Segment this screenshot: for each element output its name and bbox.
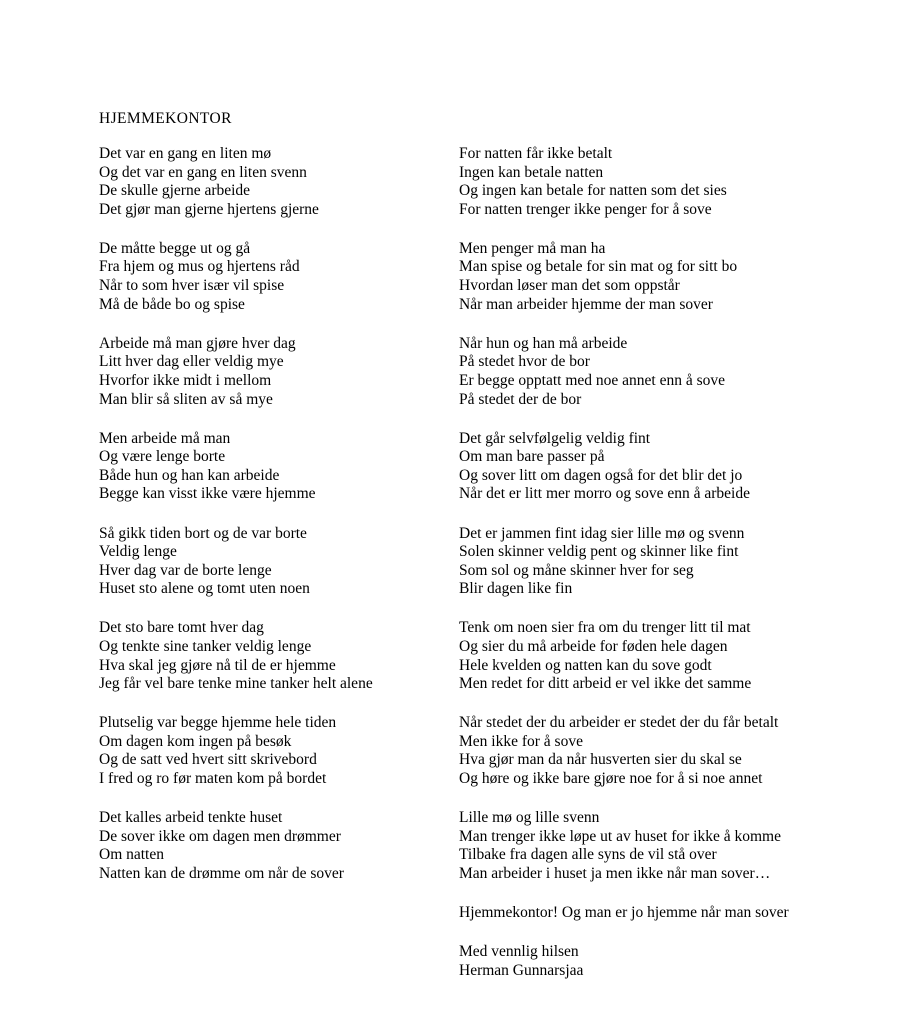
- poem-line: Tenk om noen sier fra om du trenger litt til mat: [459, 619, 751, 637]
- stanza: [459, 240, 879, 314]
- poem-line: Jeg får vel bare tenke mine tanker helt alene: [99, 675, 373, 693]
- poem-line: Begge kan visst ikke være hjemme: [99, 485, 316, 503]
- poem-line: Det kalles arbeid tenkte huset: [99, 809, 283, 827]
- poem-line: På stedet der de bor: [459, 390, 582, 408]
- poem-line: Så gikk tiden bort og de var borte: [99, 524, 307, 542]
- poem-line: Og ingen kan betale for natten som det sies: [459, 182, 727, 200]
- poem-line: Hver dag var de borte lenge: [99, 561, 272, 579]
- poem-line: Når stedet der du arbeider er stedet der du får betalt: [459, 714, 779, 732]
- poem-line: Tilbake fra dagen alle syns de vil stå over: [459, 846, 717, 864]
- poem-line: Og det var en gang en liten svenn: [99, 163, 307, 181]
- poem-line: Men penger må man ha: [459, 239, 606, 257]
- poem-line: Men ikke for å sove: [459, 732, 583, 750]
- poem-line: Og være lenge borte: [99, 448, 226, 466]
- poem-line: Solen skinner veldig pent og skinner like fint: [459, 543, 739, 561]
- poem-line: Blir dagen like fin: [459, 580, 573, 598]
- poem-line: Hvorfor ikke midt i mellom: [99, 371, 272, 389]
- poem-line: Når man arbeider hjemme der man sover: [459, 295, 713, 313]
- poem-line: Huset sto alene og tomt uten noen: [99, 580, 310, 598]
- stanza: [99, 145, 449, 219]
- poem-line: Når det er litt mer morro og sove enn å arbeide: [459, 485, 750, 503]
- stanza: [459, 714, 879, 788]
- poem-line: Hvordan løser man det som oppstår: [459, 277, 680, 295]
- poem-line: Og sover litt om dagen også for det blir det jo: [459, 466, 743, 484]
- stanza: [459, 619, 879, 693]
- poem-line: Hjemmekontor! Og man er jo hjemme når man sover: [459, 904, 789, 921]
- poem-line: Det gjør man gjerne hjertens gjerne: [99, 200, 319, 218]
- stanza: [459, 430, 879, 504]
- poem-line: Hele kvelden og natten kan du sove godt: [459, 656, 712, 674]
- page-title: HJEMMEKONTOR: [99, 110, 232, 127]
- poem-line: For natten trenger ikke penger for å sove: [459, 200, 712, 218]
- stanza: [99, 335, 449, 409]
- poem-line: De skulle gjerne arbeide: [99, 182, 251, 200]
- right-column: [459, 145, 879, 1001]
- poem-line: Når to som hver især vil spise: [99, 277, 285, 295]
- poem-line: De sover ikke om dagen men drømmer: [99, 827, 341, 845]
- poem-line: Og tenkte sine tanker veldig lenge: [99, 637, 312, 655]
- poem-line: Man blir så sliten av så mye: [99, 390, 273, 408]
- poem-line: Hva skal jeg gjøre nå til de er hjemme: [99, 656, 336, 674]
- poem-line: Om natten: [99, 846, 164, 864]
- stanza-closing-exclamation: [459, 904, 879, 923]
- poem-line: Og sier du må arbeide for føden hele dagen: [459, 637, 728, 655]
- stanza: [99, 240, 449, 314]
- stanza: [99, 525, 449, 599]
- poem-line: Både hun og han kan arbeide: [99, 466, 280, 484]
- signature-block: [459, 943, 879, 980]
- poem-line: Det går selvfølgelig veldig fint: [459, 429, 651, 447]
- poem-line: Som sol og måne skinner hver for seg: [459, 561, 694, 579]
- poem-line: Lille mø og lille svenn: [459, 809, 600, 827]
- stanza: [99, 714, 449, 788]
- poem-line: Det er jammen fint idag sier lille mø og svenn: [459, 524, 745, 542]
- poem-line: Når hun og han må arbeide: [459, 334, 628, 352]
- poem-line: Fra hjem og mus og hjertens råd: [99, 258, 300, 276]
- poem-line: Og høre og ikke bare gjøre noe for å si noe annet: [459, 770, 763, 788]
- poem-line: Hva gjør man da når husverten sier du skal se: [459, 751, 742, 769]
- poem-line: Er begge opptatt med noe annet enn å sove: [459, 371, 725, 389]
- poem-line: På stedet hvor de bor: [459, 353, 590, 371]
- poem-line: For natten får ikke betalt: [459, 145, 613, 162]
- author-name: Herman Gunnarsjaa: [459, 961, 584, 979]
- stanza: [99, 809, 449, 883]
- poem-line: Men redet for ditt arbeid er vel ikke det samme: [459, 675, 752, 693]
- poem-line: I fred og ro før maten kom på bordet: [99, 770, 327, 788]
- left-column: [99, 145, 449, 904]
- stanza: [99, 619, 449, 693]
- poem-line: Litt hver dag eller veldig mye: [99, 353, 284, 371]
- stanza: [459, 335, 879, 409]
- stanza: [459, 809, 879, 883]
- poem-line: Plutselig var begge hjemme hele tiden: [99, 714, 337, 732]
- poem-line: Man arbeider i huset ja men ikke når man sover…: [459, 864, 771, 882]
- poem-line: Og de satt ved hvert sitt skrivebord: [99, 751, 317, 769]
- poem-line: Man spise og betale for sin mat og for sitt bo: [459, 258, 738, 276]
- signoff-line: Med vennlig hilsen: [459, 943, 579, 961]
- poem-line: Det var en gang en liten mø: [99, 145, 272, 162]
- poem-line: Ingen kan betale natten: [459, 163, 604, 181]
- poem-line: De måtte begge ut og gå: [99, 239, 251, 257]
- poem-line: Natten kan de drømme om når de sover: [99, 864, 344, 882]
- poem-line: Veldig lenge: [99, 543, 177, 561]
- poem-line: Men arbeide må man: [99, 429, 231, 447]
- stanza: [459, 145, 879, 219]
- stanza: [99, 430, 449, 504]
- poem-line: Det sto bare tomt hver dag: [99, 619, 264, 637]
- stanza: [459, 525, 879, 599]
- poem-line: Arbeide må man gjøre hver dag: [99, 334, 296, 352]
- poem-line: Om man bare passer på: [459, 448, 605, 466]
- poem-line: Må de både bo og spise: [99, 295, 245, 313]
- poem-line: Om dagen kom ingen på besøk: [99, 732, 292, 750]
- poem-line: Man trenger ikke løpe ut av huset for ikke å komme: [459, 827, 781, 845]
